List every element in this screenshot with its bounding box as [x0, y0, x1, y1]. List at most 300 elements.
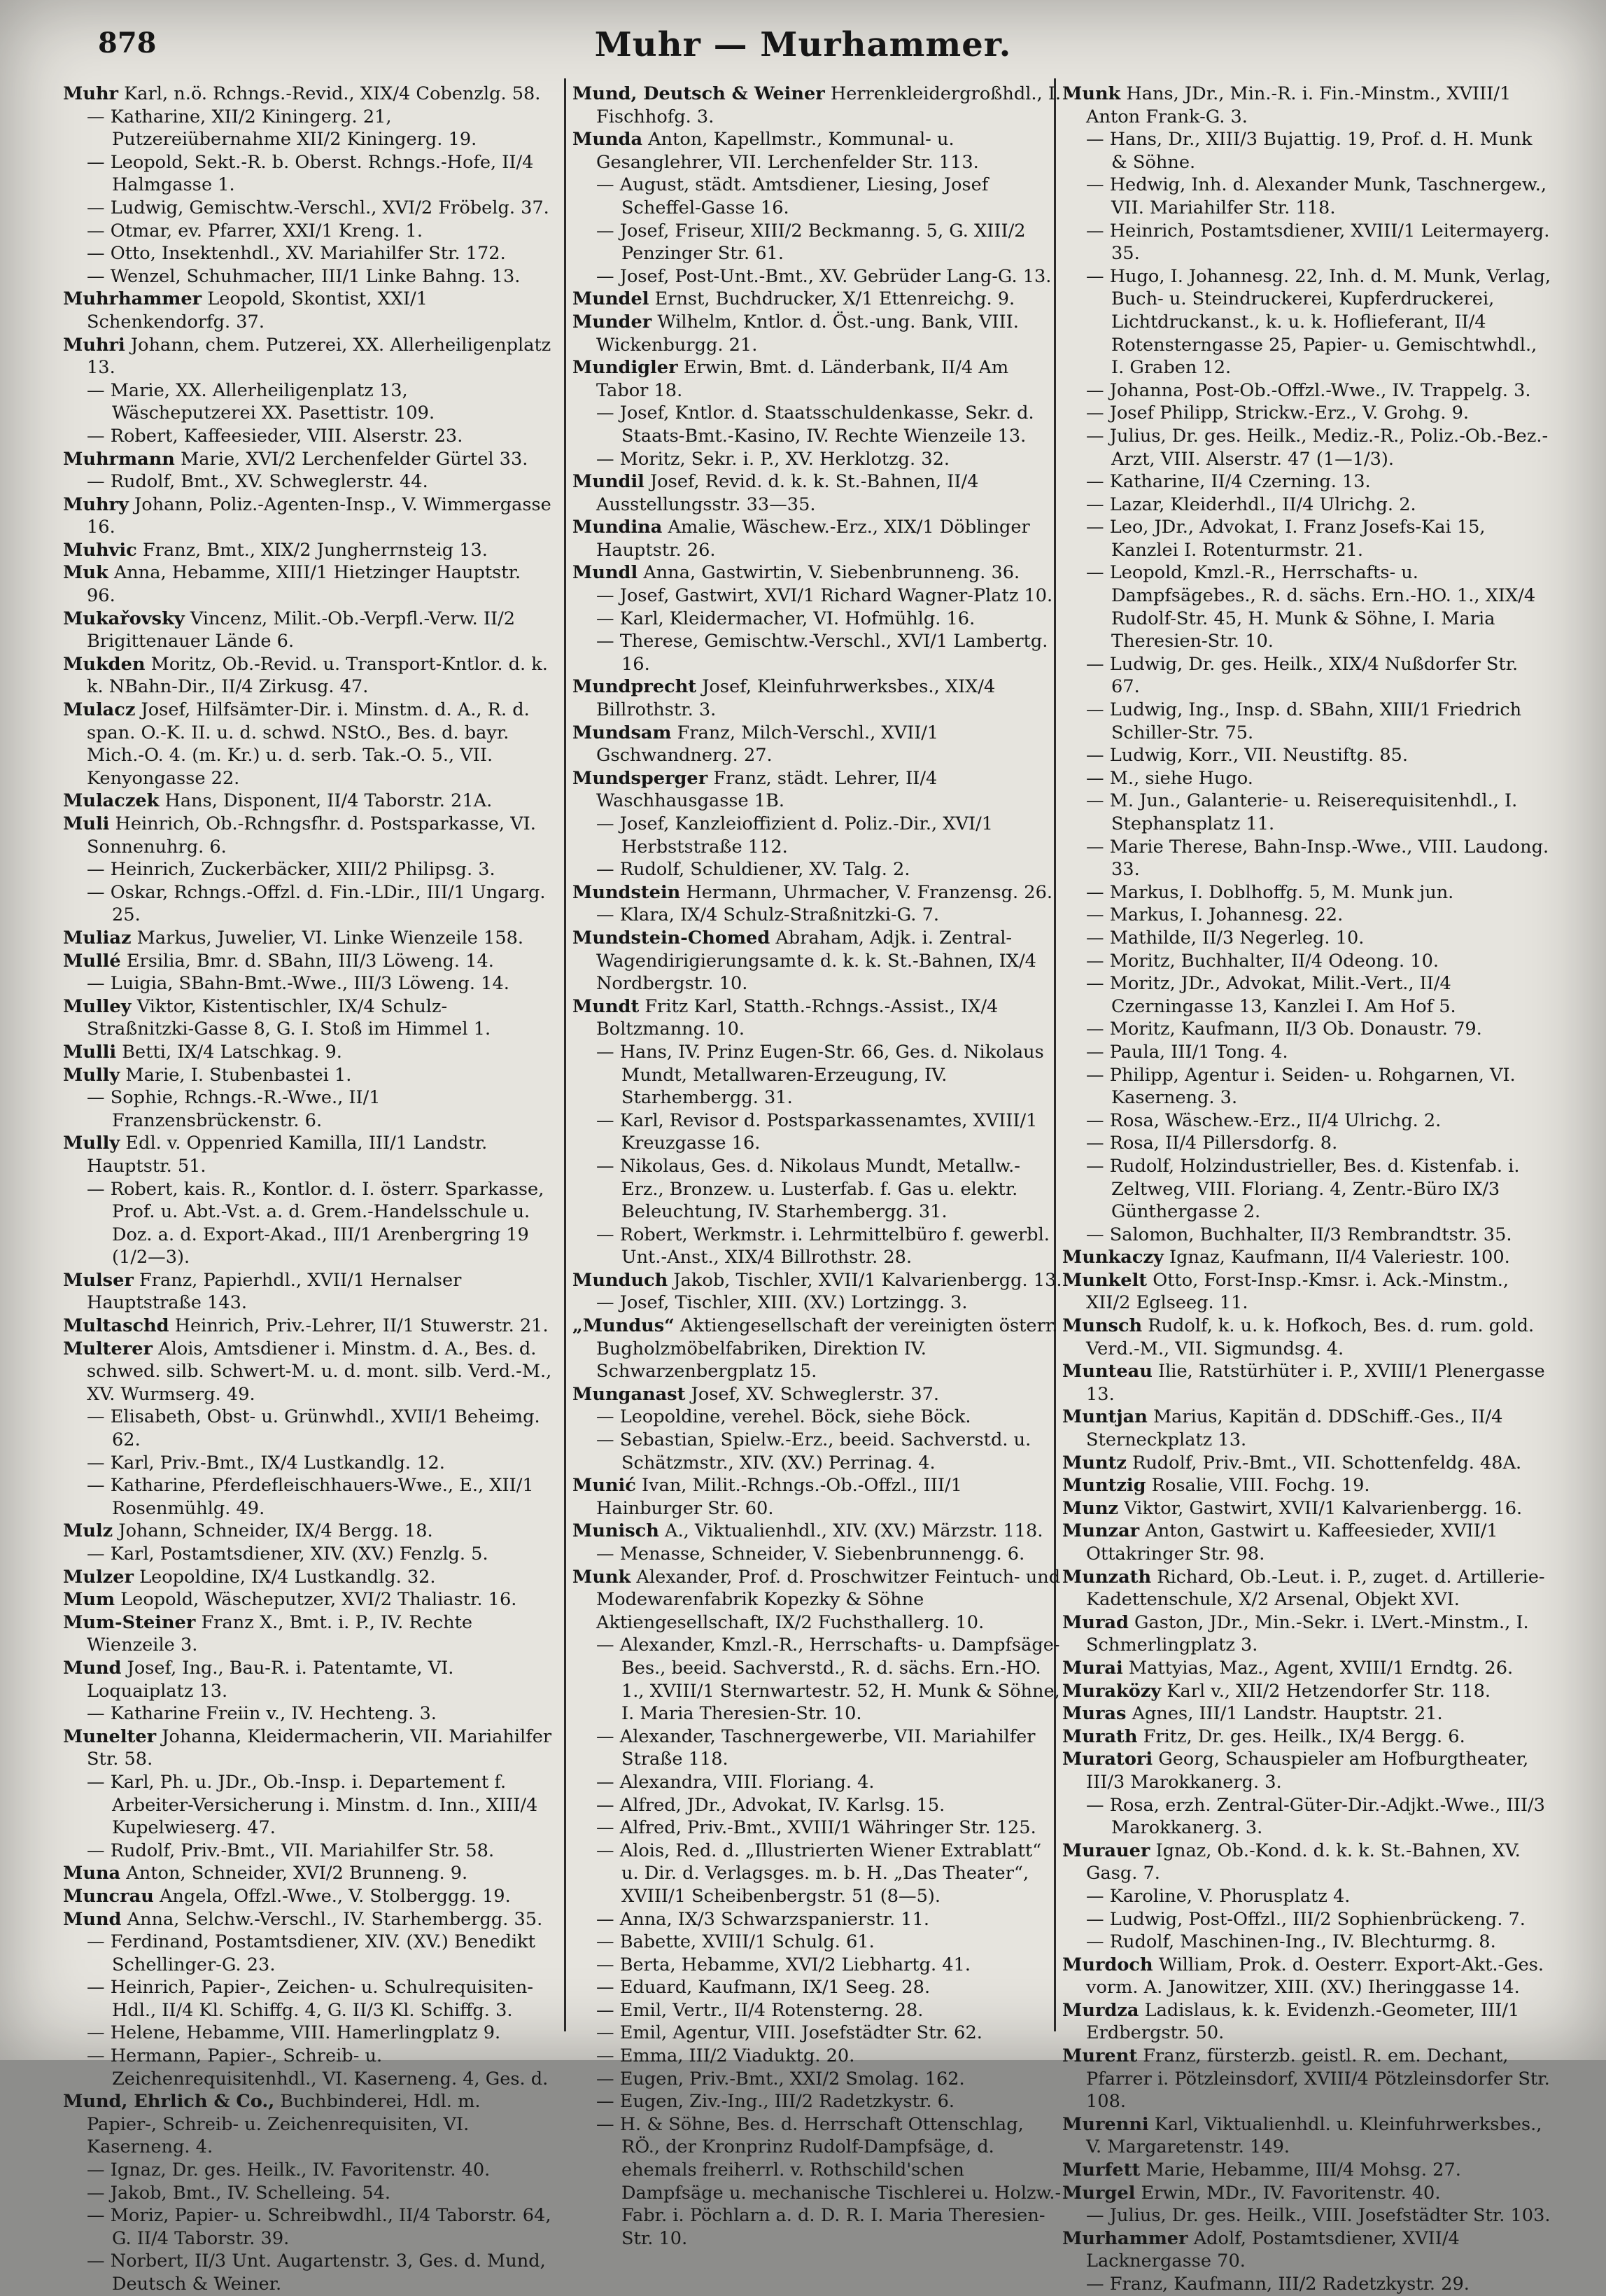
entry-surname: Mundstein-Chomed [572, 927, 770, 948]
entry-surname: Muhrhammer [63, 288, 202, 310]
entry-surname: Muk [63, 562, 108, 584]
entry-text: — Menasse, Schneider, V. Siebenbrunnengg. 6. [596, 1544, 1025, 1564]
entry-text: Johann, Poliz.-Agenten-Insp., V. Wimmergasse 16. [87, 493, 551, 538]
directory-entry [1062, 1748, 1552, 1793]
entry-surname: Murai [1062, 1657, 1123, 1679]
entry-text: Buchbinderei, Hdl. m. Papier-, Schreib- u. Zeichenrequisiten, VI. Kaserneng. 4. [87, 2091, 481, 2158]
directory-entry [63, 1338, 553, 1406]
directory-entry [1062, 2045, 1552, 2113]
directory-entry [572, 1474, 1062, 1520]
entry-surname: Mund, Deutsch & Weiner [572, 83, 825, 104]
entry-surname: Multaschd [63, 1315, 169, 1337]
directory-entry [572, 1840, 1062, 1908]
entry-text: — Markus, I. Doblhoffg. 5, M. Munk jun. [1086, 881, 1454, 903]
entry-text: — Nikolaus, Ges. d. Nikolaus Mundt, Metallw.-Erz., Bronzew. u. Lusterfab. f. Gas u. elektr. Beleuchtung, IV. Starhembergg. 31. [596, 1155, 1020, 1223]
directory-entry [63, 1406, 553, 1451]
entry-text: Anna, Gastwirtin, V. Siebenbrunneng. 36. [643, 562, 1020, 584]
directory-entry [1062, 1520, 1552, 1565]
entry-text: Leopold, Skontist, XXI/1 Schenkendorfg. 37. [87, 288, 428, 332]
entry-text: — Katharine, Pferdefleischhauers-Wwe., E., XII/1 Rosenmühlg. 49. [87, 1475, 534, 1519]
directory-entry [1062, 881, 1552, 904]
directory-entry [1062, 1041, 1552, 1064]
entry-text: — Josef, Kanzleioffizient d. Poliz.-Dir., XVI/1 Herbststraße 112. [596, 813, 994, 858]
directory-entry [572, 1816, 1062, 1840]
column-2 [572, 83, 1062, 2250]
entry-text: Heinrich, Ob.-Rchngsfhr. d. Postsparkasse, VI. Sonnenuhrg. 6. [87, 813, 536, 858]
entry-text: Fritz, Dr. ges. Heilk., IX/4 Bergg. 6. [1143, 1726, 1465, 1747]
directory-entry [572, 1406, 1062, 1429]
entry-text: Josef, XV. Schweglerstr. 37. [691, 1383, 940, 1405]
entry-surname: Mully [63, 1133, 120, 1154]
directory-entry [1062, 220, 1552, 265]
entry-text: — Otmar, ev. Pfarrer, XXI/1 Kreng. 1. [87, 220, 423, 241]
entry-text: Ladislaus, k. k. Evidenzh.-Geometer, III/1 Erdbergstr. 50. [1086, 1999, 1520, 2044]
directory-entry [63, 653, 553, 699]
directory-entry [572, 1999, 1062, 2022]
entry-text: Aktiengesellschaft der vereinigten österr. Bugholzmöbelfabriken, Direktion IV. Schwarzenbergplatz 15. [596, 1315, 1058, 1382]
entry-text: Viktor, Gastwirt, XVII/1 Kalvarienbergg. 16. [1124, 1497, 1523, 1519]
entry-text: — Moritz, Buchhalter, II/4 Odeong. 10. [1086, 950, 1439, 972]
entry-surname: Munder [572, 311, 652, 332]
directory-entry [63, 220, 553, 243]
entry-surname: Muntzig [1062, 1475, 1146, 1497]
directory-entry [1062, 1246, 1552, 1269]
directory-entry [1062, 2227, 1552, 2273]
entry-text: — Ludwig, Dr. ges. Heilk., XIX/4 Nußdorfer Str. 67. [1086, 653, 1519, 698]
entry-surname: Munić [572, 1475, 636, 1497]
directory-entry [1062, 470, 1552, 493]
entry-text: Erwin, MDr., IV. Favoritenstr. 40. [1141, 2182, 1441, 2204]
directory-entry [1062, 904, 1552, 927]
directory-entry [63, 561, 553, 607]
directory-entry [1062, 2182, 1552, 2205]
directory-entry [1062, 2273, 1552, 2296]
directory-entry [63, 1041, 553, 1064]
directory-entry [1062, 1360, 1552, 1406]
directory-entry [63, 1771, 553, 1840]
entry-surname: Mullé [63, 950, 121, 972]
entry-surname: Mundsperger [572, 767, 708, 789]
entry-text: Leopold, Wäscheputzer, XVI/2 Thaliastr. 16. [120, 1589, 517, 1611]
directory-entry [572, 1110, 1062, 1155]
entry-surname: Munkaczy [1062, 1247, 1164, 1268]
directory-entry [63, 1269, 553, 1315]
entry-surname: Munk [572, 1566, 631, 1588]
entry-text: Josef, Ing., Bau-R. i. Patentamte, VI. Loquaiplatz 13. [87, 1657, 454, 1702]
entry-text: Hans, Disponent, II/4 Taborstr. 21A. [164, 790, 493, 812]
entry-surname: Mundigler [572, 357, 678, 379]
entry-text: — Alfred, JDr., Advokat, IV. Karlsg. 15. [596, 1794, 945, 1816]
directory-entry [63, 1543, 553, 1566]
entry-text: Abraham, Adjk. i. Zentral-Wagendirigierungsamte d. k. k. St.-Bahnen, IX/4 Nordbergstr. 10. [596, 927, 1036, 995]
directory-entry [1062, 950, 1552, 973]
directory-entry [1062, 1680, 1552, 1703]
directory-entry [1062, 1794, 1552, 1840]
entry-surname: Munteau [1062, 1361, 1153, 1382]
entry-surname: Muncrau [63, 1885, 154, 1907]
directory-entry [63, 493, 553, 539]
directory-entry [63, 881, 553, 927]
entry-text: — Hans, Dr., XIII/3 Bujattig. 19, Prof. d. H. Munk & Söhne. [1086, 129, 1533, 173]
directory-entry [572, 608, 1062, 631]
directory-entry [1062, 1269, 1552, 1315]
directory-entry [572, 1931, 1062, 1954]
entry-surname: Munsch [1062, 1315, 1143, 1337]
directory-entry [63, 1520, 553, 1543]
entry-text: Franz, Bmt., XIX/2 Jungherrnsteig 13. [142, 539, 488, 561]
entry-text: Leopoldine, IX/4 Lustkandlg. 32. [139, 1566, 436, 1588]
directory-entry [63, 151, 553, 197]
entry-text: — Julius, Dr. ges. Heilk., VIII. Josefstädter Str. 103. [1086, 2205, 1551, 2227]
directory-entry [1062, 1110, 1552, 1133]
directory-entry [63, 2204, 553, 2250]
directory-entry [572, 2068, 1062, 2091]
entry-text: Alois, Amtsdiener i. Minstm. d. A., Bes. d. schwed. silb. Schwert-M. u. d. mont. silb. Verd.-M., XV. Wurmserg. 49. [87, 1338, 552, 1405]
directory-entry [1062, 265, 1552, 379]
entry-text: — Moritz, Sekr. i. P., XV. Herklotzg. 32. [596, 448, 950, 470]
directory-entry [572, 1292, 1062, 1315]
directory-entry [1062, 561, 1552, 652]
entry-text: — Moritz, JDr., Advokat, Milit.-Vert., II/4 Czerningasse 13, Kanzlei I. Am Hof 5. [1086, 973, 1456, 1017]
entry-text: — Heinrich, Zuckerbäcker, XIII/2 Philipsg. 3. [87, 859, 495, 881]
entry-text: — Moritz, Kaufmann, II/3 Ob. Donaustr. 79. [1086, 1018, 1482, 1040]
entry-surname: Murad [1062, 1611, 1129, 1633]
entry-text: — Rudolf, Maschinen-Ing., IV. Blechturmg. 8. [1086, 1931, 1496, 1953]
directory-entry [63, 265, 553, 288]
entry-text: — Josef, Kntlor. d. Staatsschuldenkasse, Sekr. d. Staats-Bmt.-Kasino, IV. Rechte Wienzeile 13. [596, 402, 1034, 447]
directory-entry [572, 470, 1062, 516]
entry-text: Otto, Forst-Insp.-Kmsr. i. Ack.-Minstm., XII/2 Eglseeg. 11. [1086, 1269, 1509, 1314]
directory-entry [1062, 516, 1552, 561]
directory-entry [1062, 1315, 1552, 1360]
entry-text: — Leo, JDr., Advokat, I. Franz Josefs-Kai 15, Kanzlei I. Rotenturmstr. 21. [1086, 517, 1486, 561]
entry-text: Josef, Hilfsämter-Dir. i. Minstm. d. A., R. d. span. O.-K. II. u. d. schwd. NStO., Bes. d. bayr. Mich.-O. 4. (m. Kr.) u. d. serb. Tak.-O. 5., VII. Kenyongasse 22. [87, 699, 530, 789]
entry-text: Hans, JDr., Min.-R. i. Fin.-Minstm., XVIII/1 Anton Frank-G. 3. [1086, 83, 1512, 127]
directory-entry [1062, 83, 1552, 128]
directory-entry [1062, 128, 1552, 174]
entry-text: Johann, Schneider, IX/4 Bergg. 18. [118, 1520, 433, 1542]
entry-surname: Mulley [63, 995, 132, 1017]
directory-entry [572, 174, 1062, 219]
directory-entry [63, 2045, 553, 2090]
entry-text: Hermann, Uhrmacher, V. Franzensg. 26. [686, 881, 1052, 903]
directory-entry [572, 995, 1062, 1041]
entry-text: — Robert, kais. R., Kontlor. d. I. österr. Sparkasse, Prof. u. Abt.-Vst. a. d. Grem.-Handelsschule u. Doz. a. d. Export-Akad., III/1 Arenbergring 19 (1/2—3). [87, 1178, 544, 1268]
entry-surname: Munkelt [1062, 1269, 1148, 1291]
entry-text: Alexander, Prof. d. Proschwitzer Feintuch- und Modewarenfabrik Kopezky & Söhne Aktiengesellschaft, IX/2 Fuchsthallerg. 10. [596, 1566, 1061, 1633]
directory-entry [63, 1064, 553, 1087]
entry-text: — Rosa, erzh. Zentral-Güter-Dir.-Adjkt.-Wwe., III/3 Marokkanerg. 3. [1086, 1794, 1545, 1839]
entry-text: — Luigia, SBahn-Bmt.-Wwe., III/3 Löweng. 14. [87, 973, 509, 995]
directory-entry [1062, 927, 1552, 950]
entry-text: Franz, Papierhdl., XVII/1 Hernalser Hauptstraße 143. [87, 1269, 462, 1314]
entry-text: William, Prok. d. Oesterr. Export-Akt.-Ges. vorm. A. Janowitzer, XIII. (XV.) Iheringgasse 14. [1086, 1954, 1544, 1998]
entry-text: Adolf, Postamtsdiener, XVII/4 Lacknergasse 70. [1086, 2227, 1460, 2272]
directory-entry [572, 1566, 1062, 1634]
entry-surname: Mundil [572, 471, 644, 493]
entry-text: Fritz Karl, Statth.-Rchngs.-Assist., IX/4 Boltzmanng. 10. [596, 995, 999, 1040]
directory-entry [1062, 1954, 1552, 1999]
entry-text: — Karoline, V. Phorusplatz 4. [1086, 1885, 1351, 1907]
entry-text: — Helene, Hebamme, VIII. Hamerlingplatz 9. [87, 2022, 501, 2044]
directory-entry [1062, 1452, 1552, 1475]
entry-surname: Murdza [1062, 1999, 1139, 2021]
directory-entry [1062, 1497, 1552, 1520]
entry-text: — Heinrich, Papier-, Zeichen- u. Schulrequisiten-Hdl., II/4 Kl. Schiffg. 4, G. II/3 Kl. Schiffg. 3. [87, 1977, 534, 2021]
directory-entry [572, 1520, 1062, 1543]
entry-text: — Marie Therese, Bahn-Insp.-Wwe., VIII. Laudong. 33. [1086, 836, 1549, 881]
directory-entry [572, 1771, 1062, 1794]
entry-text: — Heinrich, Postamtsdiener, XVIII/1 Leitermayerg. 35. [1086, 220, 1550, 265]
directory-entry [63, 1726, 553, 1771]
entry-text: — Hugo, I. Johannesg. 22, Inh. d. M. Munk, Verlag, Buch- u. Steindruckerei, Kupferdruckerei, Lichtdruckanst., k. u. k. Hoflieferant, II/4 Rotensterngasse 25, Papier- u. Gemischtwhdl., I. Graben 12. [1086, 265, 1551, 379]
entry-text: — Katharine Freiin v., IV. Hechteng. 3. [87, 1703, 437, 1725]
directory-entry [1062, 653, 1552, 699]
directory-entry [63, 972, 553, 995]
directory-entry [572, 676, 1062, 721]
entry-text: Agnes, III/1 Landstr. Hauptstr. 21. [1132, 1703, 1443, 1725]
entry-text: — Anna, IX/3 Schwarzspanierstr. 11. [596, 1908, 929, 1930]
entry-text: Ernst, Buchdrucker, X/1 Ettenreichg. 9. [654, 288, 1015, 310]
directory-entry [63, 197, 553, 220]
directory-entry [572, 630, 1062, 676]
entry-text: — Robert, Werkmstr. i. Lehrmittelbüro f. gewerbl. Unt.-Anst., XIX/4 Billrothstr. 28. [596, 1224, 1050, 1268]
directory-entry [63, 950, 553, 973]
directory-entry [63, 995, 553, 1041]
directory-entry [572, 288, 1062, 311]
directory-entry [63, 927, 553, 950]
entry-text: — Sophie, Rchngs.-R.-Wwe., II/1 Franzensbrückenstr. 6. [87, 1087, 381, 1131]
directory-entry [572, 2045, 1062, 2068]
directory-entry [1062, 1064, 1552, 1110]
entry-text: Franz X., Bmt. i. P., IV. Rechte Wienzeile 3. [87, 1611, 473, 1656]
entry-text: — Josef, Post-Unt.-Bmt., XV. Gebrüder Lang-G. 13. [596, 265, 1052, 287]
directory-entry [1062, 2159, 1552, 2182]
directory-entry [572, 402, 1062, 447]
entry-text: — Hans, IV. Prinz Eugen-Str. 66, Ges. d. Nikolaus Mundt, Metallwaren-Erzeugung, IV. Starhembergg. 31. [596, 1041, 1044, 1109]
directory-entry [572, 767, 1062, 813]
directory-entry [63, 2090, 553, 2159]
directory-entry [572, 813, 1062, 858]
entry-text: — Josef Philipp, Strickw.-Erz., V. Grohg. 9. [1086, 402, 1470, 424]
entry-text: Heinrich, Priv.-Lehrer, II/1 Stuwerstr. 21. [174, 1315, 549, 1337]
entry-text: — Oskar, Rchngs.-Offzl. d. Fin.-LDir., III/1 Ungarg. 25. [87, 881, 546, 926]
entry-surname: Munzar [1062, 1520, 1140, 1542]
entry-surname: Mundt [572, 995, 640, 1017]
directory-entry [1062, 767, 1552, 790]
entry-text: — Salomon, Buchhalter, II/3 Rembrandtstr. 35. [1086, 1224, 1512, 1245]
directory-entry [572, 220, 1062, 265]
entry-text: — Otto, Insektenhdl., XV. Mariahilfer Str. 172. [87, 243, 506, 265]
directory-entry [572, 2022, 1062, 2045]
directory-entry [572, 2090, 1062, 2113]
directory-entry [572, 1634, 1062, 1725]
entry-surname: Mund [63, 1657, 122, 1679]
entry-text: — Emma, III/2 Viaduktg. 20. [596, 2045, 855, 2067]
entry-surname: Munz [1062, 1497, 1119, 1519]
entry-text: Angela, Offzl.-Wwe., V. Stolberggg. 19. [159, 1885, 511, 1907]
entry-surname: Munzath [1062, 1566, 1152, 1588]
entry-text: — Babette, XVIII/1 Schulg. 61. [596, 1931, 875, 1953]
entry-text: — Paula, III/1 Tong. 4. [1086, 1041, 1288, 1063]
entry-text: Ilie, Ratstürhüter i. P., XVIII/1 Plenergasse 13. [1086, 1361, 1545, 1405]
entry-text: — Rudolf, Holzindustrieller, Bes. d. Kistenfab. i. Zeltweg, VIII. Floriang. 4, Zentr.-Büro IX/3 Günthergasse 2. [1086, 1155, 1520, 1223]
entry-surname: Mully [63, 1064, 120, 1086]
directory-entry [1062, 493, 1552, 517]
entry-text: Amalie, Wäschew.-Erz., XIX/1 Döblinger Hauptstr. 26. [596, 517, 1030, 561]
entry-text: Josef, Revid. d. k. k. St.-Bahnen, II/4 Ausstellungsstr. 33—35. [596, 471, 979, 515]
entry-surname: Mundsam [572, 722, 672, 743]
directory-entry [1062, 1840, 1552, 1885]
entry-text: Edl. v. Oppenried Kamilla, III/1 Landstr. Hauptstr. 51. [87, 1133, 488, 1177]
entry-surname: Murath [1062, 1726, 1138, 1747]
running-head: Muhr — Murhammer. [594, 25, 1012, 64]
directory-entry [63, 1931, 553, 1976]
entry-text: — Sebastian, Spielw.-Erz., beeid. Sachverstd. u. Schätzmstr., XIV. (XV.) Perrinag. 4. [596, 1429, 1031, 1474]
directory-entry [1062, 1657, 1552, 1680]
entry-text: — Rudolf, Priv.-Bmt., VII. Mariahilfer Str. 58. [87, 1840, 495, 1861]
entry-surname: Munk [1062, 83, 1121, 104]
entry-text: — Berta, Hebamme, XVI/2 Liebhartg. 41. [596, 1954, 971, 1975]
entry-text: — Wenzel, Schuhmacher, III/1 Linke Bahng. 13. [87, 265, 521, 287]
directory-entry [63, 608, 553, 653]
column-3 [1062, 83, 1552, 2296]
entry-text: Moritz, Ob.-Revid. u. Transport-Kntlor. d. k. k. NBahn-Dir., II/4 Zirkusg. 47. [87, 653, 548, 698]
entry-text: — Jakob, Bmt., IV. Schelleing. 54. [87, 2182, 391, 2204]
entry-surname: Muntjan [1062, 1406, 1148, 1428]
entry-surname: Mum [63, 1589, 115, 1611]
directory-entry [1062, 1702, 1552, 1726]
directory-entry [572, 448, 1062, 471]
entry-text: — Mathilde, II/3 Negerleg. 10. [1086, 927, 1365, 948]
entry-surname: Mundl [572, 562, 638, 584]
entry-surname: Munduch [572, 1269, 668, 1291]
entry-surname: Muhrmann [63, 448, 175, 470]
directory-entry [63, 858, 553, 881]
directory-entry [572, 1794, 1062, 1817]
directory-entry [1062, 1474, 1552, 1497]
entry-text: — Emil, Agentur, VIII. Josefstädter Str. 62. [596, 2022, 982, 2044]
directory-entry [63, 1474, 553, 1520]
directory-entry [572, 561, 1062, 584]
entry-text: — Karl, Priv.-Bmt., IX/4 Lustkandlg. 12. [87, 1452, 445, 1474]
entry-text: — Franz, Kaufmann, III/2 Radetzkystr. 29. [1086, 2274, 1470, 2295]
entry-text: Richard, Ob.-Leut. i. P., zuget. d. Artillerie-Kadettenschule, X/2 Arsenal, Objekt XVI. [1086, 1566, 1545, 1611]
entry-text: Marius, Kapitän d. DDSchiff.-Ges., II/4 Sterneckplatz 13. [1086, 1406, 1503, 1451]
directory-entry [63, 470, 553, 493]
directory-entry [1062, 1931, 1552, 1954]
entry-text: — Alexander, Kmzl.-R., Herrschafts- u. Dampfsäge-Bes., beeid. Sachverstd., R. d. sächs. Ern.-HO. 1., XVIII/1 Sternwartestr. 52, H. Munk & Söhne, I. Maria Theresien-Str. 10. [596, 1634, 1060, 1725]
entry-text: Herrenkleidergroßhdl., I. Fischhofg. 3. [596, 83, 1062, 127]
entry-text: Mattyias, Maz., Agent, XVIII/1 Erndtg. 26. [1128, 1657, 1514, 1679]
directory-entry [63, 334, 553, 379]
directory-entry [572, 927, 1062, 995]
directory-entry [1062, 1611, 1552, 1657]
directory-entry [572, 881, 1062, 904]
directory-entry [63, 1132, 553, 1177]
entry-text: Anton, Gastwirt u. Kaffeesieder, XVII/1 Ottakringer Str. 98. [1086, 1520, 1498, 1564]
directory-entry [572, 1908, 1062, 1931]
entry-surname: Mundstein [572, 881, 681, 903]
directory-entry [63, 425, 553, 448]
directory-entry [63, 1908, 553, 1931]
directory-entry [63, 1452, 553, 1475]
entry-text: — Karl, Postamtsdiener, XIV. (XV.) Fenzlg. 5. [87, 1544, 488, 1564]
directory-entry [63, 106, 553, 151]
entry-text: — H. & Söhne, Bes. d. Herrschaft Ottenschlag, RÖ., der Kronprinz Rudolf-Dampfsäge, d. ehemals freiherrl. v. Rothschild'schen Dampfsäge u. mechanische Tischlerei u. Holzw.-Fabr. i. Pöchlarn a. d. D. R. I. Maria Theresien-Str. 10. [596, 2113, 1062, 2249]
entry-text: Wilhelm, Kntlor. d. Öst.-ung. Bank, VIII. Wickenburgg. 21. [596, 311, 1019, 356]
entry-text: — Eduard, Kaufmann, IX/1 Seeg. 28. [596, 1977, 931, 1998]
directory-entry [1062, 1132, 1552, 1155]
entry-text: — Alfred, Priv.-Bmt., XVIII/1 Währinger Str. 125. [596, 1817, 1036, 1839]
entry-surname: Mum-Steiner [63, 1611, 196, 1633]
directory-entry [1062, 1885, 1552, 1908]
entry-text: Anton, Kapellmstr., Kommunal- u. Gesanglehrer, VII. Lerchenfelder Str. 113. [596, 129, 979, 173]
directory-entry [572, 2113, 1062, 2250]
directory-entry [572, 1155, 1062, 1224]
directory-entry [572, 1041, 1062, 1110]
entry-text: Vincenz, Milit.-Ob.-Verpfl.-Verw. II/2 Brigittenauer Lände 6. [87, 608, 516, 652]
directory-entry [63, 699, 553, 790]
entry-text: Markus, Juwelier, VI. Linke Wienzeile 158. [136, 927, 524, 948]
directory-entry [1062, 1908, 1552, 1931]
directory-entry [1062, 1726, 1552, 1749]
directory-entry [1062, 1999, 1552, 2045]
entry-surname: Muli [63, 813, 110, 834]
entry-text: Betti, IX/4 Latschkag. 9. [122, 1041, 342, 1063]
entry-surname: Murdoch [1062, 1954, 1153, 1975]
entry-text: Karl, Viktualienhdl. u. Kleinfuhrwerksbes., V. Margaretenstr. 149. [1086, 2113, 1542, 2158]
entry-surname: Muraközy [1062, 1680, 1162, 1702]
entry-text: — Rosa, II/4 Pillersdorfg. 8. [1086, 1133, 1338, 1154]
directory-entry [1062, 2204, 1552, 2227]
entry-text: Marie, I. Stubenbastei 1. [125, 1064, 352, 1086]
directory-entry [63, 242, 553, 265]
directory-entry [572, 516, 1062, 561]
entry-surname: Muras [1062, 1703, 1127, 1725]
entry-text: — Julius, Dr. ges. Heilk., Mediz.-R., Poliz.-Ob.-Bez.-Arzt, VIII. Alserstr. 47 (1—1/3). [1086, 425, 1549, 470]
directory-entry [572, 1726, 1062, 1771]
directory-entry [63, 2182, 553, 2205]
entry-text: Ersilia, Bmr. d. SBahn, III/3 Löweng. 14. [126, 950, 494, 972]
entry-text: Josef, Kleinfuhrwerksbes., XIX/4 Billrothstr. 3. [596, 676, 996, 721]
entry-text: — Ludwig, Gemischtw.-Verschl., XVI/2 Fröbelg. 37. [87, 197, 549, 218]
entry-text: Johann, chem. Putzerei, XX. Allerheiligenplatz 13. [87, 334, 551, 379]
entry-surname: Murenni [1062, 2113, 1149, 2135]
directory-entry [1062, 174, 1552, 219]
entry-surname: Murfett [1062, 2160, 1141, 2181]
entry-surname: Munisch [572, 1520, 659, 1542]
entry-surname: Muhri [63, 334, 125, 356]
directory-entry [572, 83, 1062, 128]
directory-entry [63, 790, 553, 813]
directory-entry [63, 813, 553, 858]
entry-surname: Murent [1062, 2045, 1138, 2067]
entry-surname: Mulaczek [63, 790, 160, 812]
directory-entry [63, 2159, 553, 2182]
entry-text: — Moriz, Papier- u. Schreibwdhl., II/4 Taborstr. 64, G. II/4 Taborstr. 39. [87, 2205, 551, 2249]
entry-surname: Multerer [63, 1338, 153, 1359]
directory-entry [572, 1224, 1062, 1269]
directory-entry [63, 2250, 553, 2295]
directory-entry [1062, 379, 1552, 402]
entry-text: Karl, n.ö. Rchngs.-Revid., XIX/4 Cobenzlg. 58. [124, 83, 541, 104]
entry-text: Franz, fürsterzb. geistl. R. em. Dechant, Pfarrer i. Pötzleinsdorf, XVIII/4 Pötzleinsdorfer Str. 108. [1086, 2045, 1550, 2113]
entry-text: Johanna, Kleidermacherin, VII. Mariahilfer Str. 58. [87, 1726, 552, 1770]
entry-text: — Emil, Vertr., II/4 Rotensterng. 28. [596, 1999, 924, 2021]
entry-surname: Mulacz [63, 699, 136, 721]
entry-text: Erwin, Bmt. d. Länderbank, II/4 Am Tabor 18. [596, 357, 1009, 401]
